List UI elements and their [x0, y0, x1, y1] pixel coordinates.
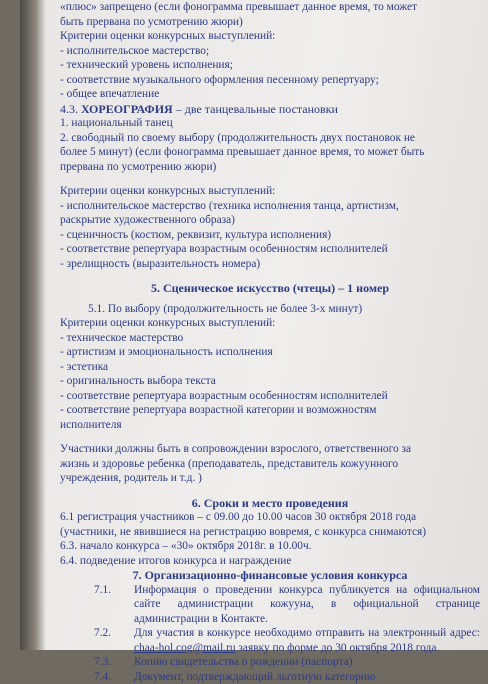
- criteria-item: - общее впечатление: [60, 87, 480, 102]
- list-item: 1. национальный танец: [60, 116, 480, 131]
- item-text-part: Для участия в конкурсе необходимо отправить на электронный адрес:: [134, 627, 480, 639]
- item-text: Копию свидетельства о рождении (паспорта): [134, 655, 480, 670]
- page-edge-shadow: [20, 0, 46, 650]
- section-title: ХОРЕОГРАФИЯ: [81, 102, 173, 116]
- section-heading-org: 7. Организационно-финансовые условия конкурса: [60, 568, 480, 583]
- list-item: прервана по усмотрению жюри): [60, 160, 480, 175]
- item-text: [134, 626, 480, 655]
- criteria-item: исполнителя: [60, 418, 480, 433]
- list-item: 6.1 регистрация участников – с 09.00 до 10.00 часов 30 октября 2018 года: [60, 510, 480, 525]
- criteria-item: - соответствие репертуара возрастной категории и возможностям: [60, 403, 480, 418]
- paragraph-line: жизнь и здоровье ребенка (преподаватель, представитель кожуунного: [60, 457, 480, 472]
- list-item: [60, 670, 480, 684]
- item-number: 7.2.: [94, 626, 134, 655]
- criteria-item: - соответствие музыкального оформления песенному репертуару;: [60, 73, 480, 88]
- list-item: [60, 583, 480, 627]
- list-item: [60, 626, 480, 655]
- section-heading-stage: 5. Сценическое искусство (чтецы) – 1 номер: [60, 281, 480, 296]
- section-subtitle: – две танцевальные постановки: [173, 102, 338, 116]
- criteria-item: - исполнительское мастерство;: [60, 44, 480, 59]
- criteria-item: - техническое мастерство: [60, 331, 480, 346]
- criteria-item: - артистизм и эмоциональность исполнения: [60, 345, 480, 360]
- list-item: 5.1. По выбору (продолжительность не более 3-х минут): [60, 302, 480, 317]
- item-text-part: заявку по форме до 30 октября 2018 года.: [236, 642, 440, 654]
- criteria-item: - соответствие репертуара возрастным особенностям исполнителей: [60, 242, 480, 257]
- criteria-heading: Критерии оценки конкурсных выступлений:: [60, 184, 480, 199]
- list-item: [60, 655, 480, 670]
- document-page: [20, 0, 488, 650]
- section-number: 4.3.: [60, 102, 78, 116]
- criteria-item: - исполнительское мастерство (техника исполнения танца, артистизм,: [60, 199, 480, 214]
- criteria-item: раскрытие художественного образа): [60, 213, 480, 228]
- item-text: Документ, подтверждающий льготную категорию: [134, 670, 480, 684]
- criteria-item: - технический уровень исполнения;: [60, 58, 480, 73]
- criteria-heading: Критерии оценки конкурсных выступлений:: [60, 29, 480, 44]
- paragraph-line: быть прервана по усмотрению жюри): [60, 15, 480, 30]
- item-text: Информация о проведении конкурса публикуется на официальном сайте администрации кожууна, в официальной странице администрации в Контакте.: [134, 583, 480, 627]
- document-text: [60, 0, 480, 684]
- criteria-item: - сценичность (костюм, реквизит, культура исполнения): [60, 228, 480, 243]
- paragraph-line: Участники должны быть в сопровождении взрослого, ответственного за: [60, 442, 480, 457]
- criteria-item: - эстетика: [60, 360, 480, 375]
- list-item: 6.3. начало конкурса – «30» октября 2018г. в 10.00ч.: [60, 539, 480, 554]
- list-item: более 5 минут) (если фонограмма превышает данное время, то может быть: [60, 145, 480, 160]
- paragraph-line: учреждения, родитель и т.д. ): [60, 471, 480, 486]
- item-number: 7.1.: [94, 583, 134, 627]
- paragraph-line: «плюс» запрещено (если фонограмма превышает данное время, то может: [60, 0, 480, 15]
- section-heading-terms: 6. Сроки и место проведения: [60, 496, 480, 511]
- criteria-heading: Критерии оценки конкурсных выступлений:: [60, 316, 480, 331]
- item-number: 7.3.: [94, 655, 134, 670]
- list-item: 2. свободный по своему выбору (продолжительность двух постановок не: [60, 131, 480, 146]
- list-item: 6.4. подведение итогов конкурса и награждение: [60, 554, 480, 569]
- criteria-item: - соответствие репертуара возрастным особенностям исполнителей: [60, 389, 480, 404]
- section-heading-choreography: [60, 102, 480, 117]
- item-number: 7.4.: [94, 670, 134, 684]
- criteria-item: - зрелищность (выразительность номера): [60, 257, 480, 272]
- criteria-item: - оригинальность выбора текста: [60, 374, 480, 389]
- list-item: (участники, не явившиеся на регистрацию вовремя, с конкурса снимаются): [60, 525, 480, 540]
- email-link[interactable]: chaa-hol.cog@mail.ru: [134, 642, 236, 654]
